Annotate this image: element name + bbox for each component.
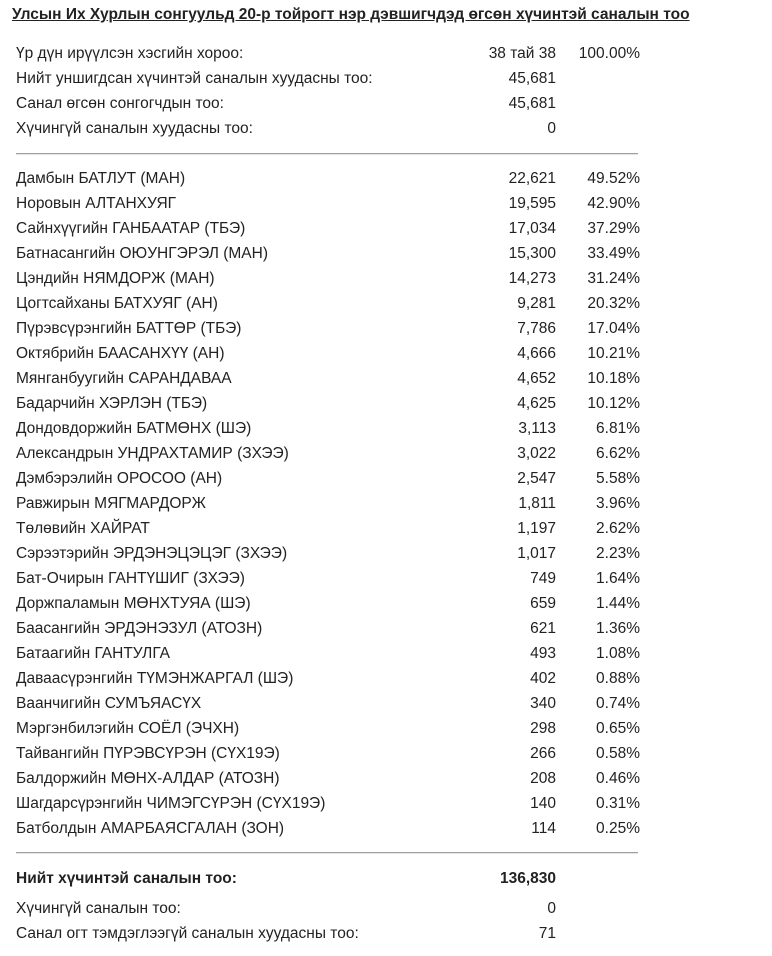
candidate-votes: 114	[531, 820, 556, 837]
candidate-votes: 22,621	[508, 170, 556, 187]
candidate-votes: 402	[530, 670, 556, 687]
totals-label: Хүчингүй саналын тоо:	[16, 900, 181, 917]
candidate-percent: 0.25%	[596, 820, 640, 837]
candidate-votes: 15,300	[508, 245, 556, 262]
candidate-percent: 31.24%	[587, 270, 640, 287]
candidate-name: Шагдарсүрэнгийн ЧИМЭГСҮРЭН (СҮХ19Э)	[16, 795, 326, 812]
candidate-name: Мянганбуугийн САРАНДАВАА	[16, 370, 232, 387]
candidate-percent: 10.12%	[587, 395, 640, 412]
candidate-name: Батаагийн ГАНТУЛГА	[16, 645, 171, 662]
candidate-votes: 7,786	[517, 320, 556, 337]
candidate-percent: 0.58%	[596, 745, 640, 762]
section-divider	[16, 852, 638, 854]
candidate-row	[16, 191, 640, 216]
candidate-name: Мэргэнбилэгийн СОЁЛ (ЭЧХН)	[16, 720, 240, 737]
candidate-name: Дондовдоржийн БАТМӨНХ (ШЭ)	[16, 420, 252, 437]
candidate-votes: 3,022	[517, 445, 556, 462]
candidate-row	[16, 766, 640, 791]
totals-value: 136,830	[499, 870, 556, 887]
candidate-name: Тайвангийн ПҮРЭВСҮРЭН (СҮХ19Э)	[16, 745, 280, 762]
candidate-row	[16, 816, 640, 841]
candidate-percent: 2.62%	[596, 520, 640, 537]
candidate-name: Баасангийн ЭРДЭНЭЗУЛ (АТОЗН)	[16, 620, 263, 637]
candidate-name: Дамбын БАТЛУТ (МАН)	[16, 170, 186, 187]
candidate-row	[16, 266, 640, 291]
summary-row	[16, 66, 640, 91]
candidate-name: Цэндийн НЯМДОРЖ (МАН)	[16, 270, 215, 287]
candidate-votes: 659	[530, 595, 556, 612]
candidate-percent: 1.36%	[596, 620, 640, 637]
totals-row	[16, 896, 640, 921]
summary-value: 45,681	[508, 70, 556, 87]
summary-row	[16, 41, 640, 66]
candidate-votes: 1,811	[518, 495, 556, 512]
candidate-row	[16, 241, 640, 266]
candidate-row	[16, 691, 640, 716]
candidate-percent: 1.64%	[596, 570, 640, 587]
candidate-name: Пүрэвсүрэнгийн БАТТӨР (ТБЭ)	[16, 320, 242, 337]
candidate-votes: 621	[530, 620, 556, 637]
candidate-row	[16, 666, 640, 691]
candidate-row	[16, 591, 640, 616]
candidate-row	[16, 741, 640, 766]
candidate-row	[16, 616, 640, 641]
candidate-row	[16, 466, 640, 491]
candidate-percent: 10.18%	[587, 370, 640, 387]
candidate-name: Бат-Очирын ГАНТҮШИГ (ЗХЭЭ)	[16, 570, 245, 587]
candidate-votes: 1,197	[517, 520, 556, 537]
candidate-percent: 0.88%	[596, 670, 640, 687]
candidate-row	[16, 566, 640, 591]
candidate-percent: 42.90%	[587, 195, 640, 212]
candidate-percent: 33.49%	[587, 245, 640, 262]
summary-label: Үр дүн ирүүлсэн хэсгийн хороо:	[16, 45, 244, 62]
candidate-row	[16, 516, 640, 541]
summary-label: Хүчингүй саналын хуудасны тоо:	[16, 120, 253, 137]
candidate-votes: 17,034	[508, 220, 556, 237]
page-title: Улсын Их Хурлын сонгуульд 20-р тойрогт нэр дэвшигчдэд өгсөн хүчинтэй саналын тоо	[12, 6, 690, 23]
candidate-name: Равжирын МЯГМАРДОРЖ	[16, 495, 206, 512]
candidate-percent: 1.44%	[596, 595, 640, 612]
candidate-row	[16, 416, 640, 441]
summary-label: Нийт уншигдсан хүчинтэй саналын хуудасны тоо:	[16, 70, 373, 87]
candidate-row	[16, 791, 640, 816]
candidate-votes: 208	[530, 770, 556, 787]
candidate-row	[16, 316, 640, 341]
candidate-name: Батболдын АМАРБАЯСГАЛАН (ЗОН)	[16, 820, 285, 837]
candidate-votes: 14,273	[508, 270, 556, 287]
candidate-percent: 10.21%	[587, 345, 640, 362]
candidate-name: Төлөвийн ХАЙРАТ	[16, 520, 150, 537]
candidate-percent: 0.65%	[596, 720, 640, 737]
section-divider	[16, 153, 638, 155]
summary-value: 45,681	[508, 95, 556, 112]
candidate-percent: 6.81%	[596, 420, 640, 437]
candidate-row	[16, 716, 640, 741]
candidate-percent: 5.58%	[596, 470, 640, 487]
candidate-votes: 493	[530, 645, 556, 662]
candidate-percent: 20.32%	[587, 295, 640, 312]
candidate-name: Сэрээтэрийн ЭРДЭНЭЦЭЦЭГ (ЗХЭЭ)	[16, 545, 288, 562]
summary-row	[16, 91, 640, 116]
summary-value: 38 тай 38	[488, 45, 556, 62]
candidate-name: Дэмбэрэлийн ОРОСОО (АН)	[16, 470, 223, 487]
candidate-votes: 19,595	[508, 195, 556, 212]
candidate-votes: 140	[530, 795, 556, 812]
summary-table	[16, 41, 640, 141]
candidate-votes: 2,547	[517, 470, 556, 487]
candidate-votes: 298	[530, 720, 556, 737]
candidate-name: Батнасангийн ОЮУНГЭРЭЛ (МАН)	[16, 245, 268, 262]
candidate-name: Балдоржийн МӨНХ-АЛДАР (АТОЗН)	[16, 770, 280, 787]
candidate-percent: 17.04%	[587, 320, 640, 337]
candidate-name: Александрын УНДРАХТАМИР (ЗХЭЭ)	[16, 445, 289, 462]
candidate-row	[16, 441, 640, 466]
candidate-row	[16, 391, 640, 416]
candidate-percent: 6.62%	[596, 445, 640, 462]
candidate-percent: 3.96%	[596, 495, 640, 512]
candidate-percent: 2.23%	[596, 545, 640, 562]
totals-table	[16, 866, 640, 946]
candidate-votes: 9,281	[517, 295, 556, 312]
totals-row	[16, 866, 640, 891]
candidate-votes: 4,652	[517, 370, 556, 387]
candidate-row	[16, 641, 640, 666]
candidate-row	[16, 366, 640, 391]
candidate-row	[16, 491, 640, 516]
candidate-name: Ваанчигийн СУМЪЯАСҮХ	[16, 695, 202, 712]
candidate-name: Норовын АЛТАНХУЯГ	[16, 195, 177, 212]
candidate-name: Октябрийн БААСАНХҮҮ (АН)	[16, 345, 225, 362]
candidate-percent: 0.31%	[596, 795, 640, 812]
candidate-name: Цогтсайханы БАТХУЯГ (АН)	[16, 295, 218, 312]
candidate-name: Бадарчийн ХЭРЛЭН (ТБЭ)	[16, 395, 208, 412]
candidate-votes: 266	[530, 745, 556, 762]
summary-value: 0	[547, 120, 556, 137]
totals-label: Санал огт тэмдэглээгүй саналын хуудасны тоо:	[16, 925, 359, 942]
summary-percent: 100.00%	[578, 45, 640, 62]
candidate-votes: 749	[530, 570, 556, 587]
totals-value: 71	[538, 925, 556, 942]
candidate-row	[16, 341, 640, 366]
candidate-votes: 340	[530, 695, 556, 712]
candidate-name: Даваасүрэнгийн ТҮМЭНЖАРГАЛ (ШЭ)	[16, 670, 294, 687]
summary-label: Санал өгсөн сонгогчдын тоо:	[16, 95, 224, 112]
candidate-votes: 4,666	[517, 345, 556, 362]
summary-row	[16, 116, 640, 141]
candidate-percent: 0.74%	[596, 695, 640, 712]
candidate-row	[16, 291, 640, 316]
candidate-percent: 0.46%	[596, 770, 640, 787]
candidate-row	[16, 166, 640, 191]
candidate-row	[16, 216, 640, 241]
candidates-table	[16, 166, 640, 841]
candidate-percent: 37.29%	[587, 220, 640, 237]
totals-value: 0	[547, 900, 556, 917]
candidate-name: Сайнхүүгийн ГАНБААТАР (ТБЭ)	[16, 220, 246, 237]
candidate-percent: 49.52%	[587, 170, 640, 187]
totals-label: Нийт хүчинтэй саналын тоо:	[16, 870, 237, 887]
candidate-percent: 1.08%	[596, 645, 640, 662]
totals-row	[16, 921, 640, 946]
candidate-name: Доржпаламын МӨНХТУЯА (ШЭ)	[16, 595, 251, 612]
candidate-row	[16, 541, 640, 566]
candidate-votes: 1,017	[517, 545, 556, 562]
candidate-votes: 4,625	[517, 395, 556, 412]
candidate-votes: 3,113	[518, 420, 556, 437]
